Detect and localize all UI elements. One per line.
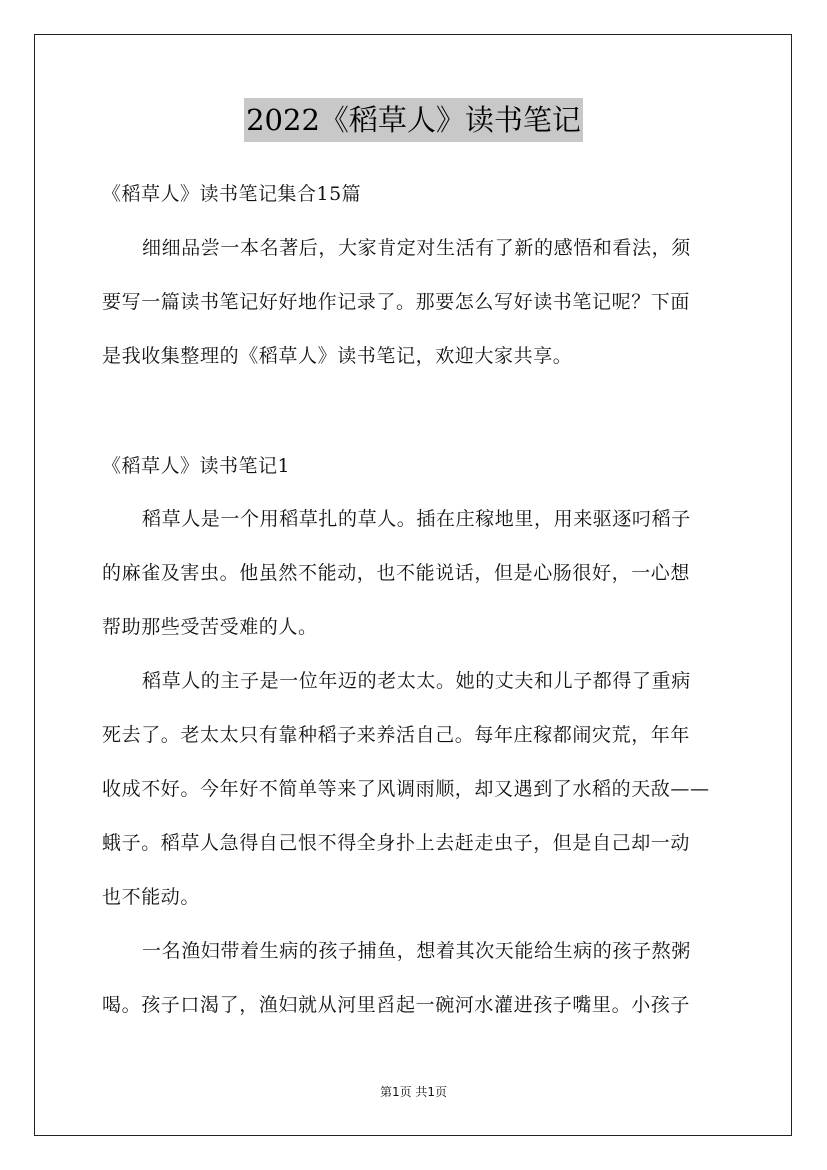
intro-line: 是我收集整理的《稻草人》读书笔记，欢迎大家共享。 [102, 345, 573, 367]
paragraph-1 [102, 492, 726, 654]
paragraph-line: 蛾子。稻草人急得自己恨不得全身扑上去赶走虫子，但是自己却一动 [102, 832, 691, 854]
paragraph-3 [102, 924, 726, 1032]
paragraph-line: 收成不好。今年好不简单等来了风调雨顺，却又遇到了水稻的天敌—— [102, 778, 710, 800]
page-footer: 第1页 共1页 [379, 1085, 448, 1099]
paragraph-line: 的麻雀及害虫。他虽然不能动，也不能说话，但是心肠很好，一心想 [102, 562, 691, 584]
paragraph-line: 帮助那些受苦受难的人。 [102, 616, 318, 638]
intro-line: 要写一篇读书笔记好好地作记录了。那要怎么写好读书笔记呢？下面 [102, 291, 691, 313]
paragraph-line: 喝。孩子口渴了，渔妇就从河里舀起一碗河水灌进孩子嘴里。小孩子 [102, 994, 691, 1016]
paragraph-line: 稻草人是一个用稻草扎的草人。插在庄稼地里，用来驱逐叼稻子 [142, 508, 691, 530]
intro-line: 细细品尝一本名著后，大家肯定对生活有了新的感悟和看法，须 [142, 237, 691, 259]
paragraph-line: 死去了。老太太只有靠种稻子来养活自己。每年庄稼都闹灾荒，年年 [102, 724, 691, 746]
paragraph-line: 一名渔妇带着生病的孩子捕鱼，想着其次天能给生病的孩子熬粥 [142, 940, 691, 962]
section-heading: 《稻草人》读书笔记1 [102, 455, 291, 477]
paragraph-line: 也不能动。 [102, 886, 201, 908]
intro-paragraph [102, 221, 726, 383]
paragraph-line: 稻草人的主子是一位年迈的老太太。她的丈夫和儿子都得了重病 [142, 670, 691, 692]
title-container [0, 98, 827, 142]
document-subtitle: 《稻草人》读书笔记集合15篇 [102, 183, 362, 205]
document-title: 2022《稻草人》读书笔记 [244, 98, 583, 142]
paragraph-2 [102, 654, 726, 924]
